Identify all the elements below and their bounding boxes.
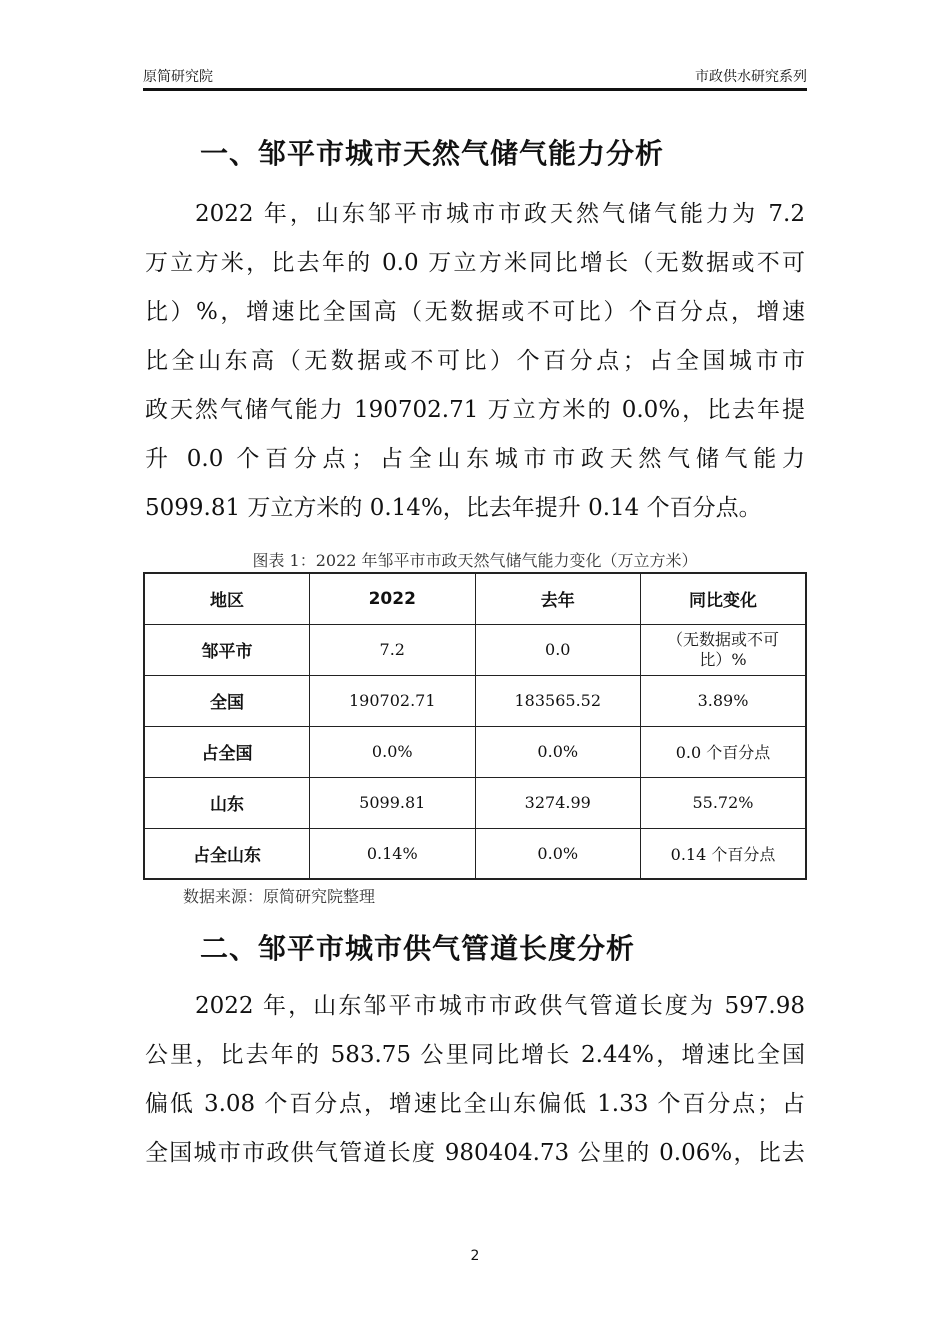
header-right: 市政供水研究系列 <box>695 69 807 85</box>
row-label: 占全山东 <box>144 828 310 879</box>
row-label: 全国 <box>144 675 310 726</box>
table-cell: 0.14% <box>310 828 476 879</box>
header-rule <box>143 88 807 91</box>
text-line: 2022 年，山东邹平市城市市政供气管道长度为 597.98 <box>195 993 805 1019</box>
table-cell: 0.0 <box>475 624 641 675</box>
section1-paragraph <box>145 190 805 533</box>
text-line: 升 0.0 个百分点；占全山东城市市政天然气储气能力 <box>145 446 805 472</box>
row-label: 邹平市 <box>144 624 310 675</box>
table-cell: 5099.81 <box>310 777 476 828</box>
section2-paragraph <box>145 982 805 1178</box>
table-cell: 0.14 个百分点 <box>641 828 807 879</box>
table-cell: 190702.71 <box>310 675 476 726</box>
table-header-row <box>144 573 806 624</box>
column-header: 去年 <box>475 573 641 624</box>
table-cell: 3.89% <box>641 675 807 726</box>
text-line: 政天然气储气能力 190702.71 万立方米的 0.0%，比去年提 <box>145 397 805 423</box>
table-row <box>144 828 806 879</box>
text-line: 比全山东高（无数据或不可比）个百分点；占全国城市市 <box>145 348 805 374</box>
table-cell: 183565.52 <box>475 675 641 726</box>
section2-title: 二、邹平市城市供气管道长度分析 <box>200 932 636 965</box>
row-label: 山东 <box>144 777 310 828</box>
column-header: 地区 <box>144 573 310 624</box>
table-caption: 图表 1：2022 年邹平市市政天然气储气能力变化（万立方米） <box>252 551 698 570</box>
table-row <box>144 777 806 828</box>
row-label: 占全国 <box>144 726 310 777</box>
table-cell: （无数据或不可比）% <box>641 624 807 675</box>
text-line: 偏低 3.08 个百分点，增速比全山东偏低 1.33 个百分点；占 <box>145 1091 805 1117</box>
text-line: 公里，比去年的 583.75 公里同比增长 2.44%，增速比全国 <box>145 1042 805 1068</box>
text-line: 万立方米，比去年的 0.0 万立方米同比增长（无数据或不可 <box>145 250 805 276</box>
page-number: 2 <box>470 1248 480 1264</box>
table-cell: 3274.99 <box>475 777 641 828</box>
column-header: 同比变化 <box>641 573 807 624</box>
table-row <box>144 675 806 726</box>
text-line: 5099.81 万立方米的 0.14%，比去年提升 0.14 个百分点。 <box>145 495 762 521</box>
section1-title: 一、邹平市城市天然气储气能力分析 <box>200 137 665 170</box>
table-row <box>144 726 806 777</box>
table-cell: 55.72% <box>641 777 807 828</box>
text-line: 比）%，增速比全国高（无数据或不可比）个百分点，增速 <box>145 299 805 325</box>
table-source: 数据来源：原简研究院整理 <box>183 887 376 906</box>
table-row <box>144 624 806 675</box>
table-cell: 0.0% <box>310 726 476 777</box>
column-header: 2022 <box>310 573 476 624</box>
header-left: 原简研究院 <box>143 69 213 85</box>
text-line: 2022 年，山东邹平市城市市政天然气储气能力为 7.2 <box>195 201 805 227</box>
table-cell: 7.2 <box>310 624 476 675</box>
data-table <box>143 572 807 880</box>
table-cell: 0.0% <box>475 726 641 777</box>
text-line: 全国城市市政供气管道长度 980404.73 公里的 0.06%，比去 <box>145 1140 805 1166</box>
table-cell: 0.0% <box>475 828 641 879</box>
table-cell: 0.0 个百分点 <box>641 726 807 777</box>
